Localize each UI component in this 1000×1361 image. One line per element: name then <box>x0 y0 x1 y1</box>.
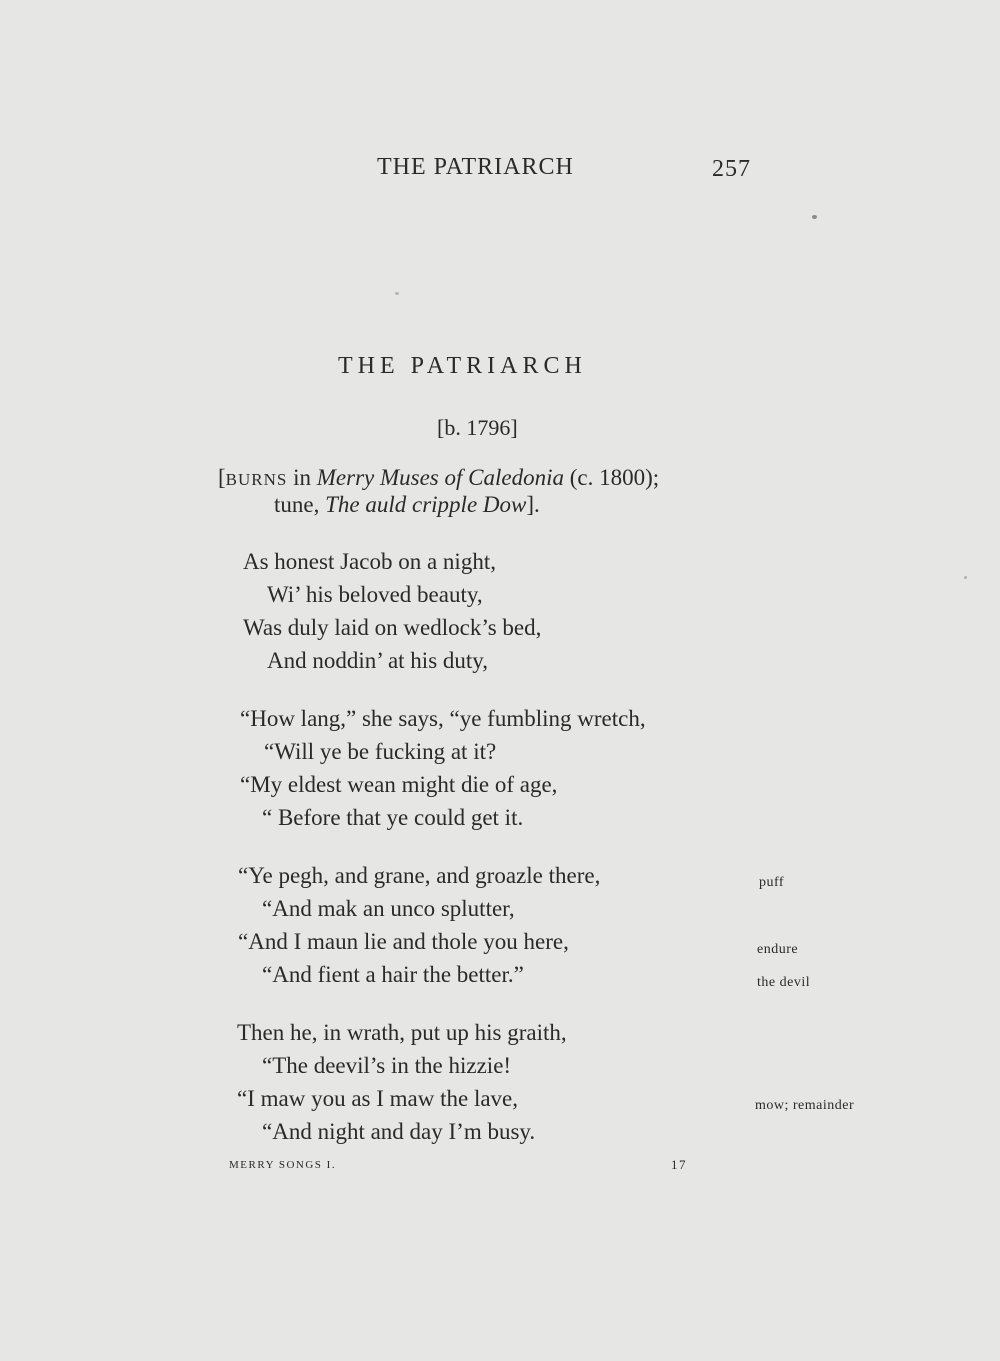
paper-speck <box>964 576 967 579</box>
verse-line: “And fient a hair the better.” <box>262 962 524 987</box>
gloss-mow-remainder: mow; remainder <box>755 1098 855 1113</box>
verse-line: “My eldest wean might die of age, <box>240 772 558 797</box>
sheet-number: 17 <box>671 1157 687 1172</box>
verse-line: “I maw you as I maw the lave, <box>237 1086 519 1111</box>
running-head-title: THE PATRIARCH <box>377 154 574 180</box>
verse-line: “How lang,” she says, “ye fumbling wretch, <box>240 706 646 731</box>
signature-mark: MERRY SONGS I. <box>229 1159 337 1171</box>
source-tune-prefix: tune, <box>274 492 326 517</box>
verse-line: “Will ye be fucking at it? <box>264 739 497 764</box>
source-line-1 <box>218 465 659 491</box>
page-number: 257 <box>712 156 751 182</box>
source-date: (c. 1800); <box>563 465 660 490</box>
source-book: Merry Muses of Caledonia <box>316 465 564 490</box>
poem-date: [b. 1796] <box>437 415 518 440</box>
verse-line: As honest Jacob on a night, <box>243 549 496 574</box>
paper-speck <box>395 292 399 295</box>
paper-speck <box>812 215 817 219</box>
source-close: ]. <box>526 492 540 517</box>
source-author: BURNS <box>225 470 288 489</box>
source-tune: The auld cripple Dow <box>325 492 527 517</box>
source-in: in <box>287 465 317 490</box>
gloss-the-devil: the devil <box>757 975 811 990</box>
gloss-puff: puff <box>759 875 785 890</box>
verse-line: “ Before that ye could get it. <box>262 805 524 830</box>
verse-line: Wi’ his beloved beauty, <box>267 582 483 607</box>
verse-line: “And I maun lie and thole you here, <box>238 929 569 954</box>
source-open-bracket: [ <box>218 465 226 490</box>
gloss-endure: endure <box>757 942 799 957</box>
source-line-2 <box>274 492 540 518</box>
poem-title: THE PATRIARCH <box>338 353 587 379</box>
verse-line: And noddin’ at his duty, <box>267 648 489 673</box>
verse-line: Then he, in wrath, put up his graith, <box>237 1020 567 1045</box>
verse-line: “And night and day I’m busy. <box>262 1119 536 1144</box>
verse-line: “The deevil’s in the hizzie! <box>262 1053 512 1078</box>
verse-line: “Ye pegh, and grane, and groazle there, <box>238 863 601 888</box>
verse-line: Was duly laid on wedlock’s bed, <box>243 615 542 640</box>
verse-line: “And mak an unco splutter, <box>262 896 515 921</box>
